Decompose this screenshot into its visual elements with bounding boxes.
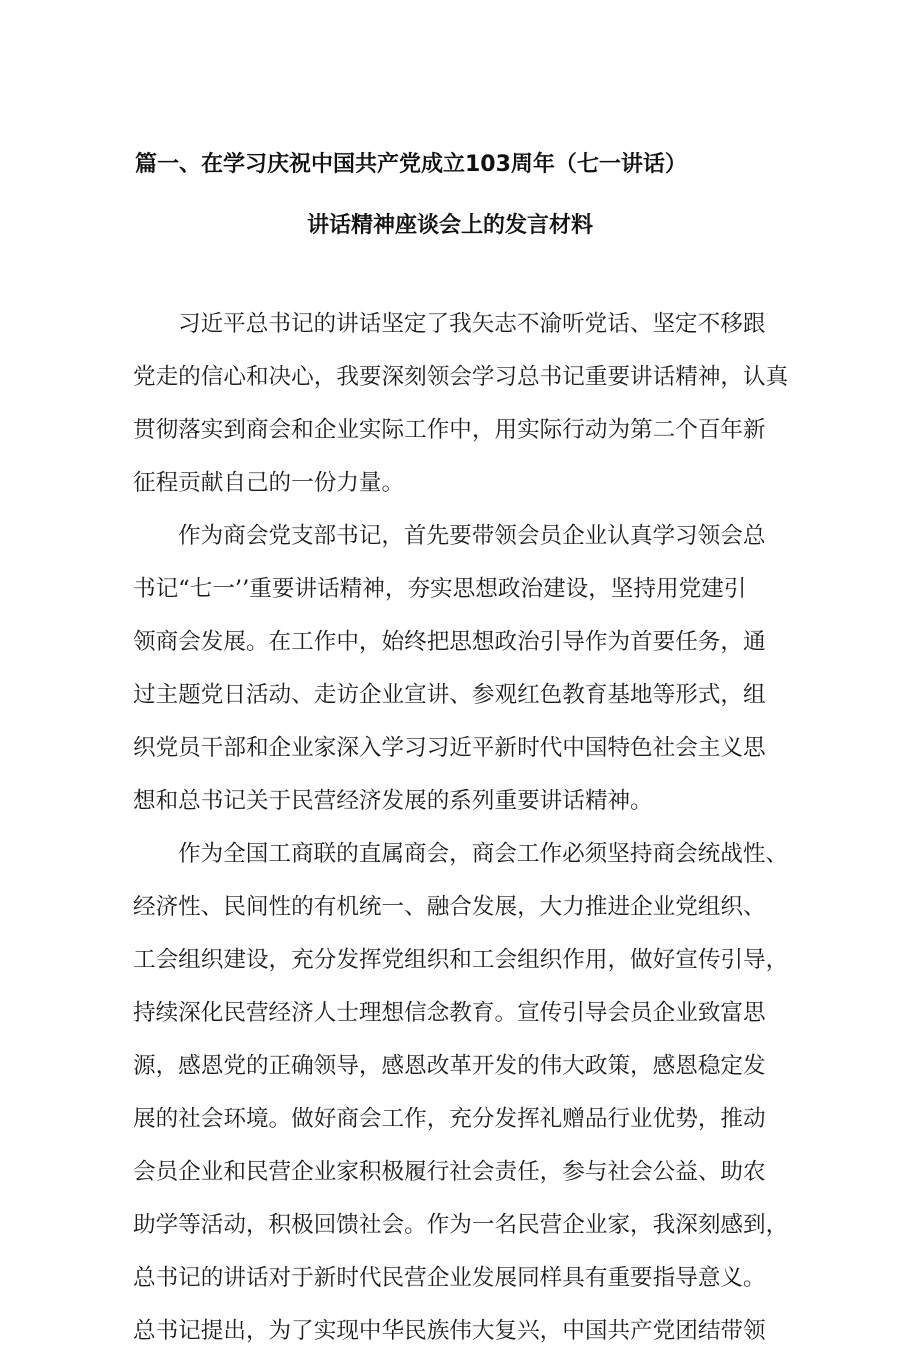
text-line: 党走的信心和决心，我要深刻领会学习总书记重要讲话精神，认真 <box>133 364 789 390</box>
text-line: 习近平总书记的讲话坚定了我矢志不渝听党话、坚定不移跟 <box>178 311 766 337</box>
text-line: 展的社会环境。做好商会工作，充分发挥礼赠品行业优势，推动 <box>133 1106 766 1132</box>
text-line: 总书记的讲话对于新时代民营企业发展同样具有重要指导意义。 <box>133 1265 766 1291</box>
text-line: 助学等活动，积极回馈社会。作为一名民营企业家，我深刻感到， <box>133 1212 789 1238</box>
paragraph-1 <box>133 298 801 510</box>
paragraph-2 <box>133 510 801 828</box>
text-line: 征程贡献自己的一份力量。 <box>133 470 405 496</box>
text-line: 织党员干部和企业家深入学习习近平新时代中国特色社会主义思 <box>133 735 766 761</box>
text-line: 作为商会党支部书记，首先要带领会员企业认真学习领会总 <box>178 523 766 549</box>
text-line: 过主题党日活动、走访企业宣讲、参观红色教育基地等形式，组 <box>133 682 766 708</box>
text-line: 工会组织建设，充分发挥党组织和工会组织作用，做好宣传引导， <box>133 947 789 973</box>
paragraph-3 <box>133 828 801 1358</box>
document-body <box>133 298 801 1358</box>
text-line: 贯彻落实到商会和企业实际工作中，用实际行动为第二个百年新 <box>133 417 766 443</box>
document-title-line-2: 讲话精神座谈会上的发言材料 <box>307 213 594 238</box>
text-line: 领商会发展。在工作中，始终把思想政治引导作为首要任务，通 <box>133 629 766 655</box>
text-line: 作为全国工商联的直属商会，商会工作必须坚持商会统战性、 <box>178 841 789 867</box>
text-line: 想和总书记关于民营经济发展的系列重要讲话精神。 <box>133 788 653 814</box>
text-line: 经济性、民间性的有机统一、融合发展，大力推进企业党组织、 <box>133 894 766 920</box>
document-title-line-1: 篇一、在学习庆祝中国共产党成立103周年（七一讲话） <box>135 152 687 177</box>
text-line: 总书记提出，为了实现中华民族伟大复兴，中国共产党团结带领 <box>133 1318 766 1344</box>
text-line: 持续深化民营经济人士理想信念教育。宣传引导会员企业致富思 <box>133 1000 766 1026</box>
text-line: 源，感恩党的正确领导，感恩改革开发的伟大政策，感恩稳定发 <box>133 1053 766 1079</box>
text-line: 会员企业和民营企业家积极履行社会责任，参与社会公益、助农 <box>133 1159 766 1185</box>
text-line: 书记“七一’’重要讲话精神，夯实思想政治建设，坚持用党建引 <box>133 576 747 602</box>
